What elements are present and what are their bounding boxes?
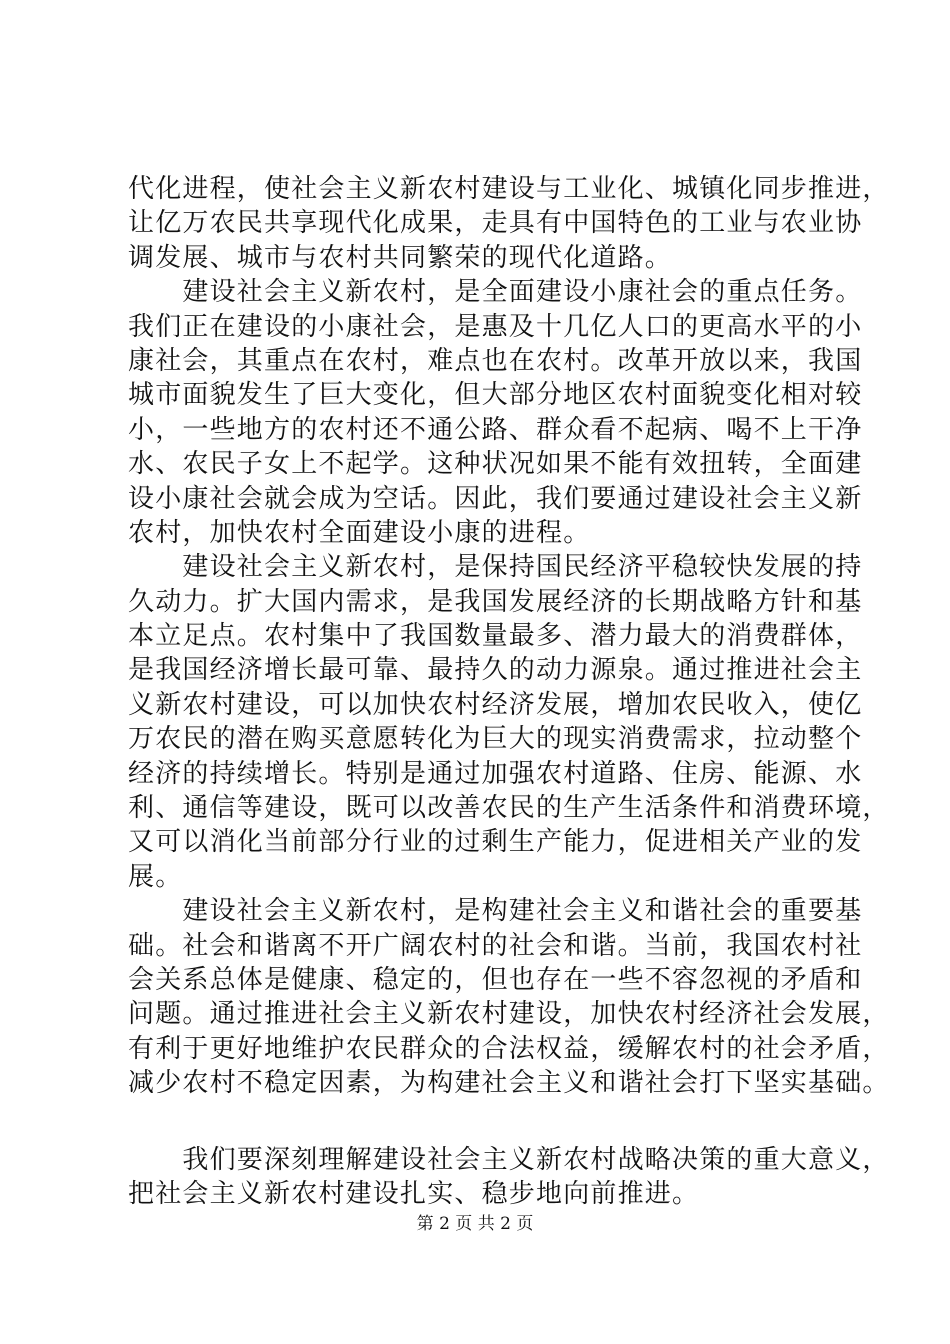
text-line: 设小康社会就会成为空话。因此，我们要通过建设社会主义新: [128, 483, 863, 514]
text-line: 调发展、城市与农村共同繁荣的现代化道路。: [128, 242, 673, 273]
text-line: 久动力。扩大国内需求，是我国发展经济的长期战略方针和基: [128, 586, 863, 617]
text-line: 建设社会主义新农村，是构建社会主义和谐社会的重要基: [128, 896, 863, 927]
paragraph-3: [128, 550, 890, 894]
text-line: 义新农村建设，可以加快农村经济发展，增加农民收入，使亿: [128, 689, 863, 720]
text-line: 城市面貌发生了巨大变化，但大部分地区农村面貌变化相对较: [128, 380, 863, 411]
paragraph-spacer: [128, 1101, 848, 1143]
text-line: 本立足点。农村集中了我国数量最多、潜力最大的消费群体，: [128, 621, 863, 652]
text-line: 康社会，其重点在农村，难点也在农村。改革开放以来，我国: [128, 345, 863, 376]
text-line: 把社会主义新农村建设扎实、稳步地向前推进。: [128, 1178, 700, 1209]
text-line: 建设社会主义新农村，是保持国民经济平稳较快发展的持: [128, 552, 863, 583]
paragraph-5: [128, 1143, 890, 1212]
text-line: 我们要深刻理解建设社会主义新农村战略决策的重大意义，: [128, 1144, 890, 1175]
text-line: 小，一些地方的农村还不通公路、群众看不起病、喝不上干净: [128, 414, 863, 445]
text-line: 会关系总体是健康、稳定的，但也存在一些不容忽视的矛盾和: [128, 964, 863, 995]
text-line: 建设社会主义新农村，是全面建设小康社会的重点任务。: [128, 277, 863, 308]
text-line: 又可以消化当前部分行业的过剩生产能力，促进相关产业的发: [128, 827, 863, 858]
text-line: 有利于更好地维护农民群众的合法权益，缓解农村的社会矛盾，: [128, 1033, 890, 1064]
text-line: 利、通信等建设，既可以改善农民的生产生活条件和消费环境，: [128, 793, 890, 824]
text-line: 农村，加快农村全面建设小康的进程。: [128, 517, 591, 548]
text-line: 础。社会和谐离不开广阔农村的社会和谐。当前，我国农村社: [128, 930, 863, 961]
document-body: [128, 172, 890, 1211]
paragraph-4: [128, 894, 890, 1100]
paragraph-2: [128, 275, 863, 550]
text-line: 展。: [128, 861, 183, 892]
text-line: 是我国经济增长最可靠、最持久的动力源泉。通过推进社会主: [128, 655, 863, 686]
text-line: 万农民的潜在购买意愿转化为巨大的现实消费需求，拉动整个: [128, 724, 863, 755]
text-line: 减少农村不稳定因素，为构建社会主义和谐社会打下坚实基础。: [128, 1068, 890, 1099]
page-number-footer: 第 2 页 共 2 页: [416, 1214, 534, 1234]
text-line: 我们正在建设的小康社会，是惠及十几亿人口的更高水平的小: [128, 311, 863, 342]
text-line: 问题。通过推进社会主义新农村建设，加快农村经济社会发展，: [128, 999, 890, 1030]
text-line: 水、农民子女上不起学。这种状况如果不能有效扭转，全面建: [128, 449, 863, 480]
paragraph-1: [128, 172, 890, 275]
text-line: 经济的持续增长。特别是通过加强农村道路、住房、能源、水: [128, 758, 863, 789]
text-line: 让亿万农民共享现代化成果，走具有中国特色的工业与农业协: [128, 208, 863, 239]
text-line: 代化进程，使社会主义新农村建设与工业化、城镇化同步推进，: [128, 174, 890, 204]
